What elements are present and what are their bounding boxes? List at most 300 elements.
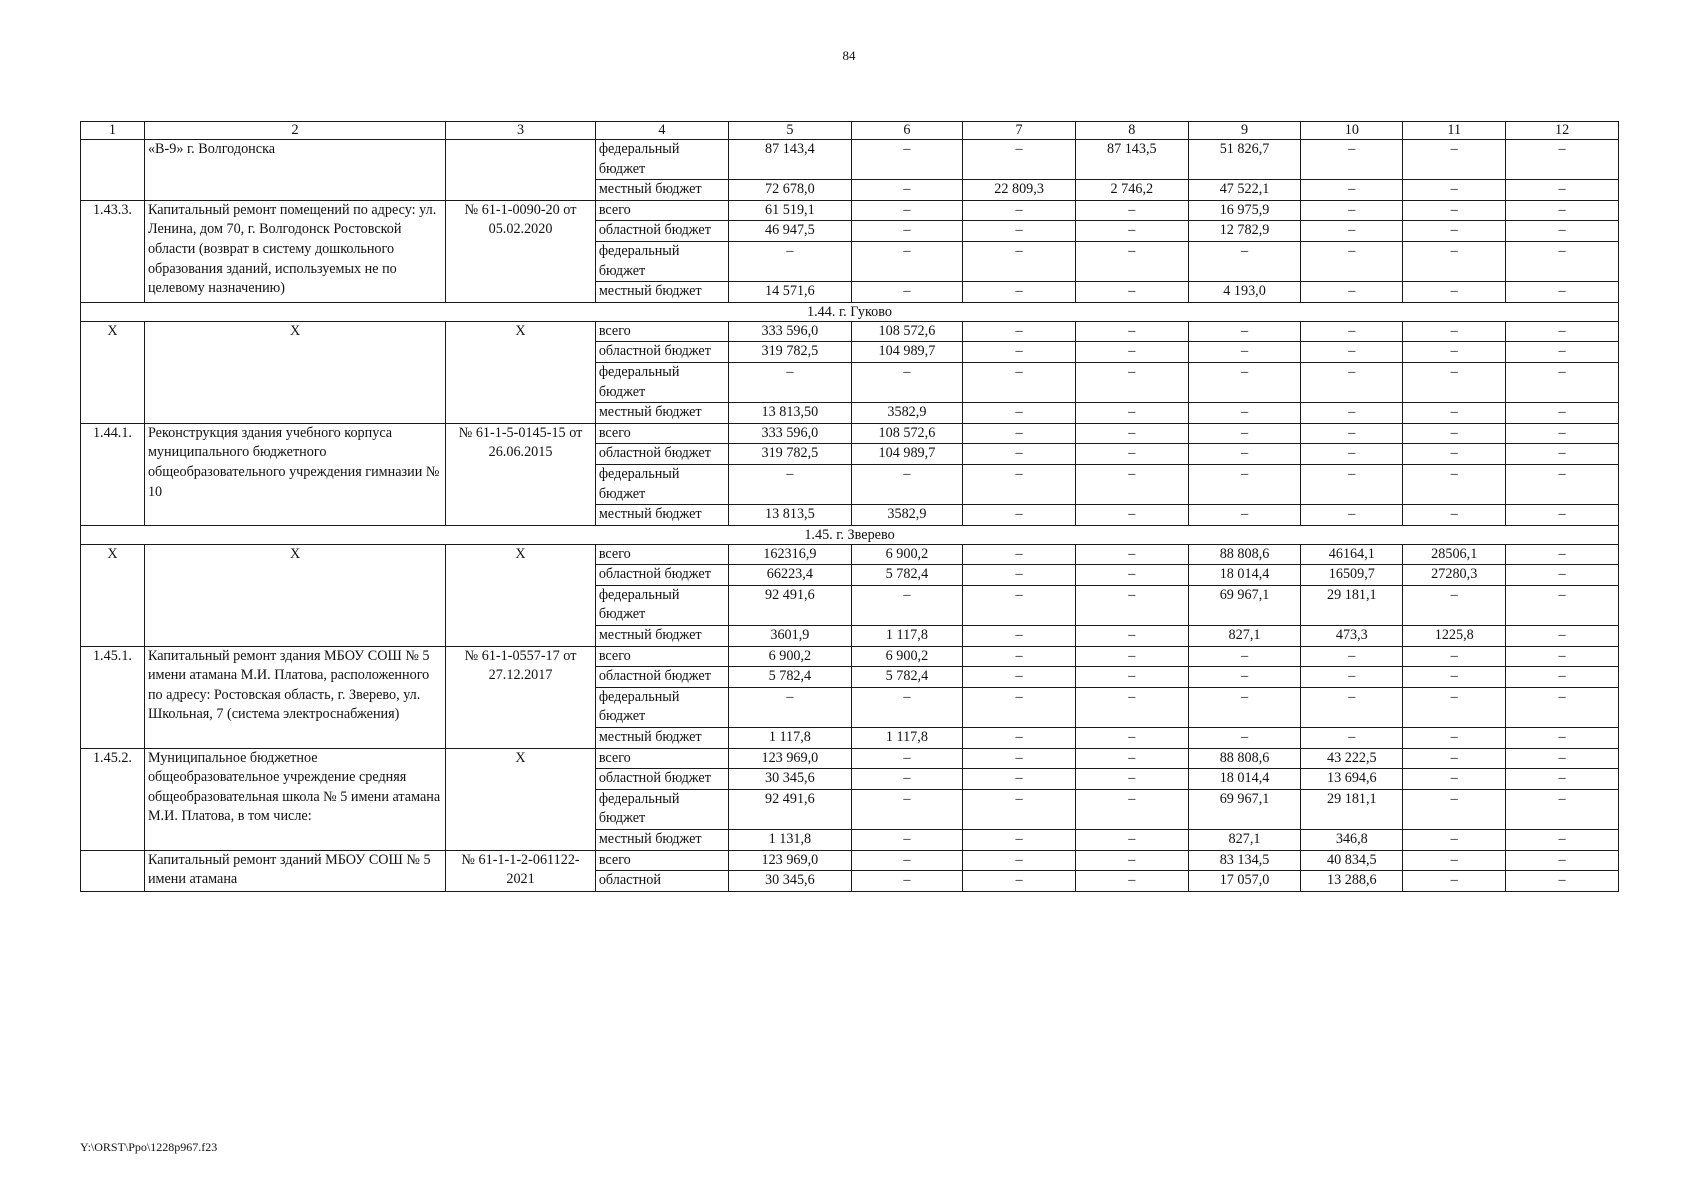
amount-cell: 13 813,5 bbox=[729, 505, 851, 526]
amount-cell: – bbox=[1506, 585, 1619, 625]
amount-cell: – bbox=[1403, 585, 1506, 625]
amount-cell: – bbox=[1188, 464, 1301, 504]
amount-cell: – bbox=[963, 140, 1076, 180]
amount-cell: – bbox=[1188, 728, 1301, 749]
amount-cell: – bbox=[963, 789, 1076, 829]
amount-cell: – bbox=[1301, 403, 1403, 424]
amount-cell: – bbox=[1506, 626, 1619, 647]
amount-cell: 92 491,6 bbox=[729, 789, 851, 829]
amount-cell: – bbox=[1403, 830, 1506, 851]
amount-cell: 333 596,0 bbox=[729, 423, 851, 444]
funding-source: федеральный бюджет bbox=[595, 585, 728, 625]
amount-cell: 16509,7 bbox=[1301, 565, 1403, 586]
amount-cell: – bbox=[851, 871, 963, 892]
amount-cell: 3601,9 bbox=[729, 626, 851, 647]
amount-cell: – bbox=[851, 282, 963, 303]
amount-cell: – bbox=[963, 423, 1076, 444]
budget-row bbox=[81, 140, 1619, 180]
amount-cell: 46 947,5 bbox=[729, 221, 851, 242]
funding-source: федеральный бюджет bbox=[595, 687, 728, 727]
amount-cell: – bbox=[1301, 687, 1403, 727]
amount-cell: – bbox=[1301, 728, 1403, 749]
amount-cell: 5 782,4 bbox=[851, 565, 963, 586]
amount-cell: 22 809,3 bbox=[963, 180, 1076, 201]
column-number: 4 bbox=[595, 122, 728, 140]
amount-cell: – bbox=[1188, 444, 1301, 465]
amount-cell: – bbox=[963, 544, 1076, 565]
amount-cell: 51 826,7 bbox=[1188, 140, 1301, 180]
amount-cell: 27280,3 bbox=[1403, 565, 1506, 586]
amount-cell: – bbox=[1506, 180, 1619, 201]
amount-cell: – bbox=[851, 830, 963, 851]
object-name: Капитальный ремонт помещений по адресу: ул. Ленина, дом 70, г. Волгодонск Ростовской области (возврат в систему дошкольного образования зданий, используемых не по целевому назначению) bbox=[144, 200, 445, 302]
amount-cell: – bbox=[851, 200, 963, 221]
amount-cell: – bbox=[1301, 646, 1403, 667]
amount-cell: 473,3 bbox=[1301, 626, 1403, 647]
section-title: 1.44. г. Гуково bbox=[81, 302, 1619, 321]
budget-row bbox=[81, 544, 1619, 565]
amount-cell: – bbox=[1403, 505, 1506, 526]
amount-cell: – bbox=[729, 464, 851, 504]
amount-cell: – bbox=[1506, 871, 1619, 892]
amount-cell: 2 746,2 bbox=[1075, 180, 1188, 201]
amount-cell: 13 694,6 bbox=[1301, 769, 1403, 790]
amount-cell: – bbox=[729, 687, 851, 727]
amount-cell: – bbox=[1075, 626, 1188, 647]
amount-cell: – bbox=[1188, 646, 1301, 667]
column-number: 3 bbox=[446, 122, 596, 140]
amount-cell: 17 057,0 bbox=[1188, 871, 1301, 892]
amount-cell: – bbox=[1506, 728, 1619, 749]
column-number: 5 bbox=[729, 122, 851, 140]
column-number: 7 bbox=[963, 122, 1076, 140]
amount-cell: 346,8 bbox=[1301, 830, 1403, 851]
amount-cell: – bbox=[963, 850, 1076, 871]
amount-cell: 88 808,6 bbox=[1188, 748, 1301, 769]
amount-cell: – bbox=[1506, 342, 1619, 363]
amount-cell: – bbox=[1403, 748, 1506, 769]
amount-cell: – bbox=[1403, 687, 1506, 727]
amount-cell: – bbox=[1403, 464, 1506, 504]
amount-cell: 1 117,8 bbox=[851, 626, 963, 647]
object-name: Реконструкция здания учебного корпуса муниципального бюджетного общеобразовательного учреждения гимназии № 10 bbox=[144, 423, 445, 525]
amount-cell: – bbox=[1075, 830, 1188, 851]
amount-cell: – bbox=[1075, 200, 1188, 221]
item-number: 1.45.2. bbox=[81, 748, 145, 850]
item-number: 1.45.1. bbox=[81, 646, 145, 748]
amount-cell: – bbox=[1075, 464, 1188, 504]
funding-source: местный бюджет bbox=[595, 180, 728, 201]
amount-cell: – bbox=[963, 200, 1076, 221]
amount-cell: – bbox=[1403, 646, 1506, 667]
column-number: 11 bbox=[1403, 122, 1506, 140]
amount-cell: – bbox=[1075, 871, 1188, 892]
amount-cell: – bbox=[1403, 362, 1506, 402]
amount-cell: – bbox=[963, 464, 1076, 504]
amount-cell: – bbox=[1075, 342, 1188, 363]
amount-cell: – bbox=[1403, 282, 1506, 303]
amount-cell: 1225,8 bbox=[1403, 626, 1506, 647]
amount-cell: – bbox=[1188, 687, 1301, 727]
funding-source: областной бюджет bbox=[595, 444, 728, 465]
amount-cell: – bbox=[963, 667, 1076, 688]
amount-cell: – bbox=[963, 830, 1076, 851]
budget-row bbox=[81, 850, 1619, 871]
amount-cell: – bbox=[1301, 282, 1403, 303]
amount-cell: 6 900,2 bbox=[851, 646, 963, 667]
amount-cell: 5 782,4 bbox=[851, 667, 963, 688]
amount-cell: 104 989,7 bbox=[851, 444, 963, 465]
amount-cell: – bbox=[963, 646, 1076, 667]
section-title: 1.45. г. Зверево bbox=[81, 525, 1619, 544]
amount-cell: – bbox=[963, 748, 1076, 769]
amount-cell: 40 834,5 bbox=[1301, 850, 1403, 871]
amount-cell: 827,1 bbox=[1188, 626, 1301, 647]
amount-cell: 162316,9 bbox=[729, 544, 851, 565]
amount-cell: 87 143,5 bbox=[1075, 140, 1188, 180]
amount-cell: – bbox=[1188, 321, 1301, 342]
amount-cell: – bbox=[1506, 646, 1619, 667]
amount-cell: – bbox=[1403, 667, 1506, 688]
funding-source: местный бюджет bbox=[595, 282, 728, 303]
amount-cell: – bbox=[1188, 362, 1301, 402]
amount-cell: – bbox=[1506, 140, 1619, 180]
amount-cell: – bbox=[963, 626, 1076, 647]
budget-table bbox=[80, 121, 1619, 892]
amount-cell: 1 117,8 bbox=[729, 728, 851, 749]
amount-cell: – bbox=[851, 789, 963, 829]
amount-cell: – bbox=[1075, 505, 1188, 526]
amount-cell: – bbox=[1188, 342, 1301, 363]
amount-cell: 18 014,4 bbox=[1188, 769, 1301, 790]
amount-cell: 6 900,2 bbox=[851, 544, 963, 565]
amount-cell: – bbox=[1506, 464, 1619, 504]
amount-cell: – bbox=[851, 140, 963, 180]
amount-cell: – bbox=[1301, 423, 1403, 444]
amount-cell: – bbox=[1301, 505, 1403, 526]
amount-cell: 104 989,7 bbox=[851, 342, 963, 363]
amount-cell: – bbox=[1403, 423, 1506, 444]
column-number: 6 bbox=[851, 122, 963, 140]
amount-cell: – bbox=[963, 362, 1076, 402]
project-document: Х bbox=[446, 748, 596, 850]
amount-cell: 43 222,5 bbox=[1301, 748, 1403, 769]
amount-cell: 6 900,2 bbox=[729, 646, 851, 667]
amount-cell: – bbox=[963, 565, 1076, 586]
amount-cell: – bbox=[1506, 544, 1619, 565]
budget-row bbox=[81, 200, 1619, 221]
amount-cell: – bbox=[963, 241, 1076, 281]
item-number: Х bbox=[81, 544, 145, 646]
amount-cell: – bbox=[851, 850, 963, 871]
amount-cell: – bbox=[963, 728, 1076, 749]
amount-cell: – bbox=[729, 241, 851, 281]
amount-cell: – bbox=[1075, 403, 1188, 424]
section-row bbox=[81, 525, 1619, 544]
amount-cell: – bbox=[1075, 850, 1188, 871]
amount-cell: – bbox=[1403, 241, 1506, 281]
amount-cell: – bbox=[963, 444, 1076, 465]
amount-cell: – bbox=[851, 464, 963, 504]
amount-cell: – bbox=[963, 769, 1076, 790]
amount-cell: 30 345,6 bbox=[729, 871, 851, 892]
column-number: 9 bbox=[1188, 122, 1301, 140]
amount-cell: 69 967,1 bbox=[1188, 789, 1301, 829]
amount-cell: – bbox=[1403, 871, 1506, 892]
amount-cell: 13 813,50 bbox=[729, 403, 851, 424]
amount-cell: 319 782,5 bbox=[729, 444, 851, 465]
amount-cell: – bbox=[963, 505, 1076, 526]
amount-cell: – bbox=[963, 282, 1076, 303]
amount-cell: – bbox=[1403, 789, 1506, 829]
object-name: Х bbox=[144, 544, 445, 646]
amount-cell: – bbox=[1506, 444, 1619, 465]
amount-cell: 108 572,6 bbox=[851, 423, 963, 444]
amount-cell: – bbox=[1403, 180, 1506, 201]
amount-cell: – bbox=[1075, 769, 1188, 790]
amount-cell: – bbox=[1301, 444, 1403, 465]
amount-cell: – bbox=[1506, 241, 1619, 281]
amount-cell: – bbox=[851, 748, 963, 769]
page-number: 84 bbox=[842, 48, 856, 63]
amount-cell: 29 181,1 bbox=[1301, 585, 1403, 625]
amount-cell: – bbox=[1075, 544, 1188, 565]
funding-source: федеральный бюджет bbox=[595, 241, 728, 281]
amount-cell: 108 572,6 bbox=[851, 321, 963, 342]
amount-cell: – bbox=[1301, 221, 1403, 242]
funding-source: местный бюджет bbox=[595, 830, 728, 851]
amount-cell: – bbox=[1301, 464, 1403, 504]
item-number: 1.43.3. bbox=[81, 200, 145, 302]
amount-cell: – bbox=[1075, 444, 1188, 465]
item-number: 1.44.1. bbox=[81, 423, 145, 525]
funding-source: всего bbox=[595, 423, 728, 444]
budget-row bbox=[81, 646, 1619, 667]
amount-cell: – bbox=[1506, 362, 1619, 402]
amount-cell: – bbox=[1506, 748, 1619, 769]
amount-cell: – bbox=[851, 362, 963, 402]
object-name: Муниципальное бюджетное общеобразовательное учреждение средняя общеобразовательная школа № 5 имени атамана М.И. Платова, в том числе: bbox=[144, 748, 445, 850]
amount-cell: – bbox=[1075, 667, 1188, 688]
amount-cell: – bbox=[1301, 667, 1403, 688]
amount-cell: – bbox=[1403, 342, 1506, 363]
item-number: Х bbox=[81, 321, 145, 423]
amount-cell: – bbox=[851, 221, 963, 242]
amount-cell: – bbox=[1506, 769, 1619, 790]
project-document: № 61-1-0557-17 от 27.12.2017 bbox=[446, 646, 596, 748]
funding-source: областной бюджет bbox=[595, 565, 728, 586]
amount-cell: – bbox=[1403, 769, 1506, 790]
column-number: 1 bbox=[81, 122, 145, 140]
amount-cell: – bbox=[1188, 241, 1301, 281]
amount-cell: 66223,4 bbox=[729, 565, 851, 586]
amount-cell: – bbox=[1506, 282, 1619, 303]
amount-cell: – bbox=[963, 321, 1076, 342]
amount-cell: 29 181,1 bbox=[1301, 789, 1403, 829]
funding-source: областной бюджет bbox=[595, 342, 728, 363]
amount-cell: – bbox=[1075, 789, 1188, 829]
amount-cell: – bbox=[1301, 342, 1403, 363]
amount-cell: – bbox=[729, 362, 851, 402]
amount-cell: – bbox=[1301, 321, 1403, 342]
amount-cell: – bbox=[1301, 362, 1403, 402]
amount-cell: 14 571,6 bbox=[729, 282, 851, 303]
amount-cell: – bbox=[1506, 830, 1619, 851]
table-body bbox=[81, 122, 1619, 892]
amount-cell: – bbox=[1075, 565, 1188, 586]
amount-cell: – bbox=[1403, 444, 1506, 465]
amount-cell: – bbox=[963, 871, 1076, 892]
amount-cell: 69 967,1 bbox=[1188, 585, 1301, 625]
amount-cell: – bbox=[1506, 321, 1619, 342]
amount-cell: – bbox=[1403, 221, 1506, 242]
column-number: 2 bbox=[144, 122, 445, 140]
amount-cell: – bbox=[851, 769, 963, 790]
amount-cell: – bbox=[1506, 200, 1619, 221]
funding-source: областной бюджет bbox=[595, 221, 728, 242]
column-number: 12 bbox=[1506, 122, 1619, 140]
amount-cell: – bbox=[1506, 423, 1619, 444]
budget-row bbox=[81, 423, 1619, 444]
amount-cell: – bbox=[1403, 321, 1506, 342]
amount-cell: – bbox=[963, 687, 1076, 727]
amount-cell: 46164,1 bbox=[1301, 544, 1403, 565]
object-name: «В-9» г. Волгодонска bbox=[144, 140, 445, 201]
amount-cell: – bbox=[1075, 646, 1188, 667]
project-document: Х bbox=[446, 321, 596, 423]
amount-cell: 12 782,9 bbox=[1188, 221, 1301, 242]
amount-cell: 30 345,6 bbox=[729, 769, 851, 790]
amount-cell: 87 143,4 bbox=[729, 140, 851, 180]
funding-source: федеральный бюджет bbox=[595, 362, 728, 402]
funding-source: всего bbox=[595, 646, 728, 667]
amount-cell: – bbox=[1188, 667, 1301, 688]
project-document: № 61-1-5-0145-15 от 26.06.2015 bbox=[446, 423, 596, 525]
amount-cell: – bbox=[963, 342, 1076, 363]
amount-cell: – bbox=[1403, 850, 1506, 871]
budget-row bbox=[81, 748, 1619, 769]
amount-cell: 333 596,0 bbox=[729, 321, 851, 342]
amount-cell: – bbox=[1403, 140, 1506, 180]
amount-cell: – bbox=[851, 585, 963, 625]
amount-cell: 319 782,5 bbox=[729, 342, 851, 363]
amount-cell: – bbox=[1188, 505, 1301, 526]
amount-cell: – bbox=[1075, 423, 1188, 444]
amount-cell: 123 969,0 bbox=[729, 748, 851, 769]
funding-source: всего bbox=[595, 544, 728, 565]
amount-cell: – bbox=[1075, 241, 1188, 281]
amount-cell: 4 193,0 bbox=[1188, 282, 1301, 303]
amount-cell: – bbox=[1403, 403, 1506, 424]
amount-cell: 18 014,4 bbox=[1188, 565, 1301, 586]
project-document: № 61-1-1-2-061122-2021 bbox=[446, 850, 596, 891]
funding-source: федеральный бюджет bbox=[595, 464, 728, 504]
amount-cell: – bbox=[1506, 789, 1619, 829]
amount-cell: – bbox=[851, 687, 963, 727]
amount-cell: – bbox=[1075, 728, 1188, 749]
amount-cell: – bbox=[1506, 565, 1619, 586]
amount-cell: – bbox=[963, 403, 1076, 424]
funding-source: областной bbox=[595, 871, 728, 892]
amount-cell: 92 491,6 bbox=[729, 585, 851, 625]
project-document bbox=[446, 140, 596, 201]
section-row bbox=[81, 302, 1619, 321]
amount-cell: 28506,1 bbox=[1403, 544, 1506, 565]
funding-source: областной бюджет bbox=[595, 769, 728, 790]
amount-cell: – bbox=[1188, 423, 1301, 444]
column-number: 10 bbox=[1301, 122, 1403, 140]
column-number: 8 bbox=[1075, 122, 1188, 140]
amount-cell: 1 117,8 bbox=[851, 728, 963, 749]
funding-source: местный бюджет bbox=[595, 505, 728, 526]
budget-row bbox=[81, 321, 1619, 342]
amount-cell: – bbox=[1075, 221, 1188, 242]
funding-source: местный бюджет bbox=[595, 403, 728, 424]
amount-cell: 3582,9 bbox=[851, 505, 963, 526]
amount-cell: – bbox=[851, 180, 963, 201]
amount-cell: 827,1 bbox=[1188, 830, 1301, 851]
object-name: Х bbox=[144, 321, 445, 423]
funding-source: всего bbox=[595, 748, 728, 769]
item-number bbox=[81, 850, 145, 891]
amount-cell: – bbox=[1188, 403, 1301, 424]
amount-cell: 13 288,6 bbox=[1301, 871, 1403, 892]
object-name: Капитальный ремонт зданий МБОУ СОШ № 5 имени атамана bbox=[144, 850, 445, 891]
amount-cell: 5 782,4 bbox=[729, 667, 851, 688]
amount-cell: 16 975,9 bbox=[1188, 200, 1301, 221]
amount-cell: – bbox=[1301, 241, 1403, 281]
amount-cell: – bbox=[1506, 505, 1619, 526]
project-document: Х bbox=[446, 544, 596, 646]
amount-cell: – bbox=[963, 585, 1076, 625]
amount-cell: – bbox=[1075, 687, 1188, 727]
amount-cell: 88 808,6 bbox=[1188, 544, 1301, 565]
project-document: № 61-1-0090-20 от 05.02.2020 bbox=[446, 200, 596, 302]
amount-cell: – bbox=[1403, 200, 1506, 221]
amount-cell: 3582,9 bbox=[851, 403, 963, 424]
funding-source: областной бюджет bbox=[595, 667, 728, 688]
amount-cell: – bbox=[1301, 180, 1403, 201]
funding-source: всего bbox=[595, 850, 728, 871]
amount-cell: – bbox=[1506, 221, 1619, 242]
funding-source: федеральный бюджет bbox=[595, 789, 728, 829]
funding-source: местный бюджет bbox=[595, 728, 728, 749]
amount-cell: – bbox=[1301, 140, 1403, 180]
amount-cell: – bbox=[1075, 282, 1188, 303]
item-number bbox=[81, 140, 145, 201]
amount-cell: – bbox=[1075, 362, 1188, 402]
amount-cell: 83 134,5 bbox=[1188, 850, 1301, 871]
amount-cell: – bbox=[1301, 200, 1403, 221]
funding-source: всего bbox=[595, 321, 728, 342]
amount-cell: 61 519,1 bbox=[729, 200, 851, 221]
amount-cell: – bbox=[1506, 850, 1619, 871]
amount-cell: 47 522,1 bbox=[1188, 180, 1301, 201]
amount-cell: – bbox=[1506, 403, 1619, 424]
amount-cell: 123 969,0 bbox=[729, 850, 851, 871]
funding-source: всего bbox=[595, 200, 728, 221]
column-number-row bbox=[81, 122, 1619, 140]
amount-cell: – bbox=[1075, 585, 1188, 625]
object-name: Капитальный ремонт здания МБОУ СОШ № 5 имени атамана М.И. Платова, расположенного по адресу: Ростовская область, г. Зверево, ул. Школьная, 7 (система электроснабжения) bbox=[144, 646, 445, 748]
amount-cell: – bbox=[1506, 667, 1619, 688]
funding-source: федеральный бюджет bbox=[595, 140, 728, 180]
file-path-footer: Y:\ORST\Ppo\1228p967.f23 bbox=[80, 1140, 218, 1154]
amount-cell: – bbox=[851, 241, 963, 281]
amount-cell: 72 678,0 bbox=[729, 180, 851, 201]
amount-cell: 1 131,8 bbox=[729, 830, 851, 851]
amount-cell: – bbox=[1075, 321, 1188, 342]
